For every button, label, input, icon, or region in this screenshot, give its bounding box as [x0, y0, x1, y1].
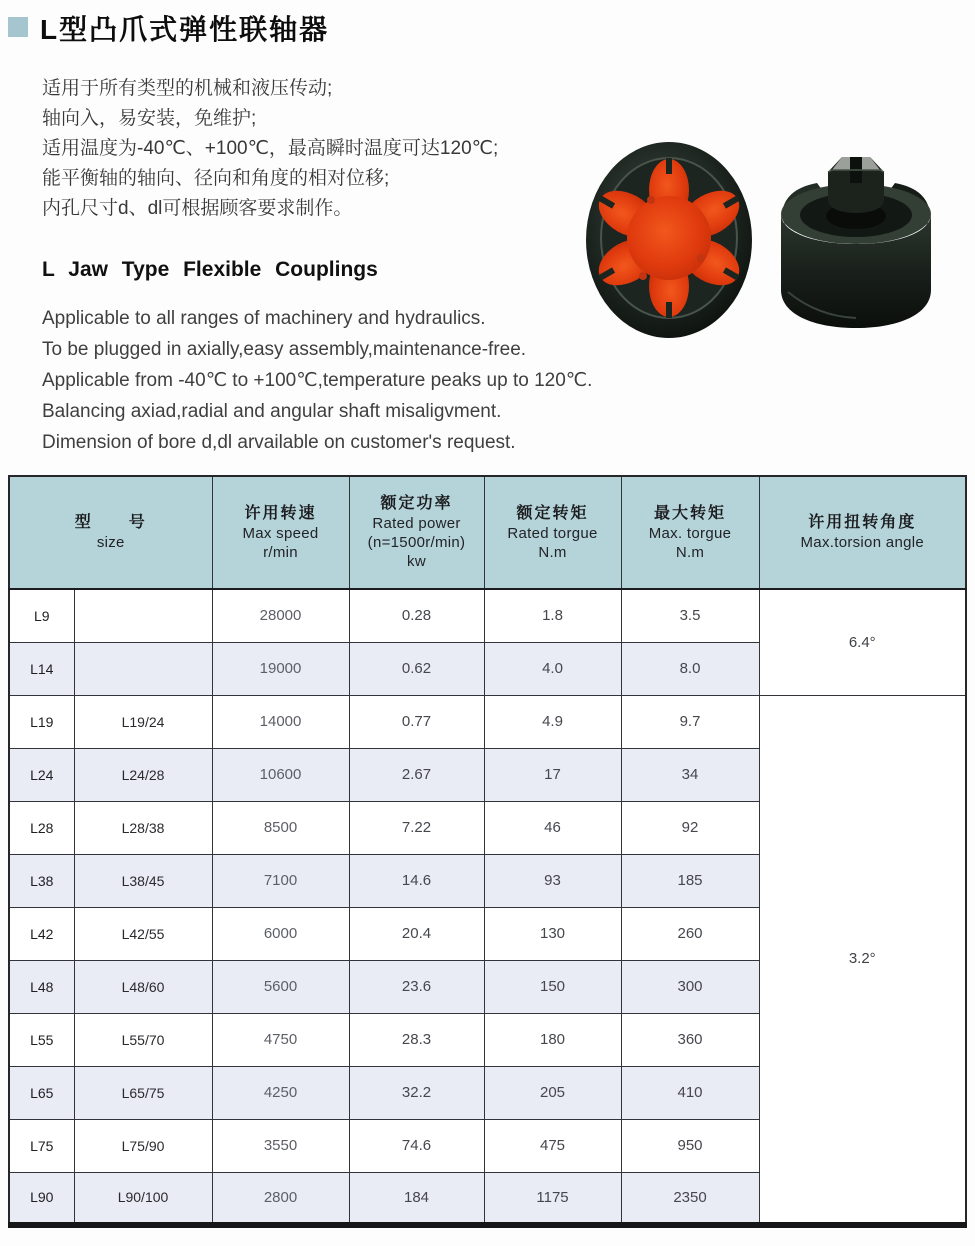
- cell-model-range: [74, 589, 212, 642]
- cell-model-range: L28/38: [74, 801, 212, 854]
- feature-zh-line: 适用温度为-40℃、+100℃，最高瞬时温度可达120℃;: [42, 138, 499, 159]
- title-block: [8, 8, 329, 48]
- cell-max-speed: 3550: [212, 1119, 349, 1172]
- cell-rated-power: 23.6: [349, 960, 484, 1013]
- cell-max-torque: 34: [621, 748, 759, 801]
- feature-en-line: Applicable from -40℃ to +100℃,temperature peaks up to 120℃.: [42, 370, 593, 391]
- cell-max-torque: 185: [621, 854, 759, 907]
- cell-max-torque: 410: [621, 1066, 759, 1119]
- feature-zh-line: 适用于所有类型的机械和液压传动;: [42, 78, 333, 99]
- cell-model: L75: [9, 1119, 74, 1172]
- col-header-rated-power: 额定功率 Rated power (n=1500r/min) kw: [349, 476, 484, 589]
- cell-rated-torque: 1.8: [484, 589, 621, 642]
- feature-en-line: To be plugged in axially,easy assembly,maintenance-free.: [42, 339, 527, 360]
- cell-rated-power: 20.4: [349, 907, 484, 960]
- cell-max-torque: 92: [621, 801, 759, 854]
- cell-rated-torque: 4.9: [484, 695, 621, 748]
- cell-rated-torque: 4.0: [484, 642, 621, 695]
- table-row: [9, 589, 966, 642]
- col-header-rated-torque: 额定转矩 Rated torgue N.m: [484, 476, 621, 589]
- cell-rated-power: 7.22: [349, 801, 484, 854]
- title-bullet-square: [8, 17, 28, 37]
- cell-model-range: L19/24: [74, 695, 212, 748]
- cell-model-range: L42/55: [74, 907, 212, 960]
- cell-max-torque: 2350: [621, 1172, 759, 1225]
- cell-rated-power: 32.2: [349, 1066, 484, 1119]
- cell-max-torque: 3.5: [621, 589, 759, 642]
- cell-max-torque: 360: [621, 1013, 759, 1066]
- coupling-front-photo: [583, 138, 755, 342]
- feature-en-line: Balancing axiad,radial and angular shaft misaligvment.: [42, 401, 502, 422]
- cell-max-torque: 8.0: [621, 642, 759, 695]
- feature-zh-line: 内孔尺寸d、dl可根据顾客要求制作。: [42, 198, 353, 219]
- cell-model-range: L38/45: [74, 854, 212, 907]
- cell-torsion-angle: 3.2°: [759, 695, 966, 1225]
- cell-rated-power: 184: [349, 1172, 484, 1225]
- cell-model-range: [74, 642, 212, 695]
- cell-rated-torque: 475: [484, 1119, 621, 1172]
- feature-en-line: Dimension of bore d,dl arvailable on customer's request.: [42, 432, 516, 453]
- cell-max-speed: 28000: [212, 589, 349, 642]
- cell-torsion-angle: 6.4°: [759, 589, 966, 695]
- cell-rated-power: 28.3: [349, 1013, 484, 1066]
- cell-rated-power: 0.62: [349, 642, 484, 695]
- cell-max-speed: 5600: [212, 960, 349, 1013]
- feature-zh-line: 能平衡轴的轴向、径向和角度的相对位移;: [42, 168, 390, 189]
- col-header-torsion-angle: 许用扭转角度 Max.torsion angle: [759, 476, 966, 589]
- cell-model: L19: [9, 695, 74, 748]
- cell-rated-torque: 1175: [484, 1172, 621, 1225]
- cell-model: L9: [9, 589, 74, 642]
- cell-model-range: L65/75: [74, 1066, 212, 1119]
- cell-max-speed: 4750: [212, 1013, 349, 1066]
- cell-rated-torque: 46: [484, 801, 621, 854]
- features-en: [42, 303, 592, 458]
- cell-max-speed: 19000: [212, 642, 349, 695]
- table-row: [9, 695, 966, 748]
- cell-rated-torque: 130: [484, 907, 621, 960]
- cell-model: L28: [9, 801, 74, 854]
- cell-rated-torque: 205: [484, 1066, 621, 1119]
- cell-model-range: L24/28: [74, 748, 212, 801]
- cell-model: L38: [9, 854, 74, 907]
- feature-zh-line: 轴向入，易安装，免维护;: [42, 108, 257, 129]
- cell-max-speed: 14000: [212, 695, 349, 748]
- cell-max-speed: 2800: [212, 1172, 349, 1225]
- cell-rated-torque: 150: [484, 960, 621, 1013]
- cell-rated-power: 14.6: [349, 854, 484, 907]
- cell-rated-torque: 93: [484, 854, 621, 907]
- cell-rated-power: 74.6: [349, 1119, 484, 1172]
- cell-model: L90: [9, 1172, 74, 1225]
- cell-model-range: L55/70: [74, 1013, 212, 1066]
- cell-model: L48: [9, 960, 74, 1013]
- cell-rated-torque: 17: [484, 748, 621, 801]
- cell-model-range: L90/100: [74, 1172, 212, 1225]
- cell-max-speed: 10600: [212, 748, 349, 801]
- cell-max-speed: 8500: [212, 801, 349, 854]
- cell-model-range: L75/90: [74, 1119, 212, 1172]
- cell-model: L42: [9, 907, 74, 960]
- cell-max-speed: 7100: [212, 854, 349, 907]
- cell-model: L65: [9, 1066, 74, 1119]
- cell-max-torque: 9.7: [621, 695, 759, 748]
- coupling-hub-photo: [768, 142, 945, 334]
- cell-max-torque: 300: [621, 960, 759, 1013]
- features-zh: [42, 74, 498, 224]
- col-header-max-speed: 许用转速 Max speed r/min: [212, 476, 349, 589]
- cell-model: L55: [9, 1013, 74, 1066]
- cell-rated-torque: 180: [484, 1013, 621, 1066]
- cell-max-speed: 6000: [212, 907, 349, 960]
- spec-table-wrap: [8, 475, 967, 1228]
- page-title-en: L Jaw Type Flexible Couplings: [42, 258, 378, 281]
- cell-max-torque: 950: [621, 1119, 759, 1172]
- page-title-zh: L型凸爪式弹性联轴器: [40, 14, 330, 45]
- cell-model: L24: [9, 748, 74, 801]
- cell-max-torque: 260: [621, 907, 759, 960]
- cell-rated-power: 0.77: [349, 695, 484, 748]
- specs-table: [8, 475, 967, 1228]
- feature-en-line: Applicable to all ranges of machinery and hydraulics.: [42, 308, 486, 329]
- col-header-max-torque: 最大转矩 Max. torgue N.m: [621, 476, 759, 589]
- table-header-row: [9, 476, 966, 589]
- cell-model: L14: [9, 642, 74, 695]
- cell-rated-power: 0.28: [349, 589, 484, 642]
- col-header-size: 型 号 size: [9, 476, 212, 589]
- cell-max-speed: 4250: [212, 1066, 349, 1119]
- cell-model-range: L48/60: [74, 960, 212, 1013]
- cell-rated-power: 2.67: [349, 748, 484, 801]
